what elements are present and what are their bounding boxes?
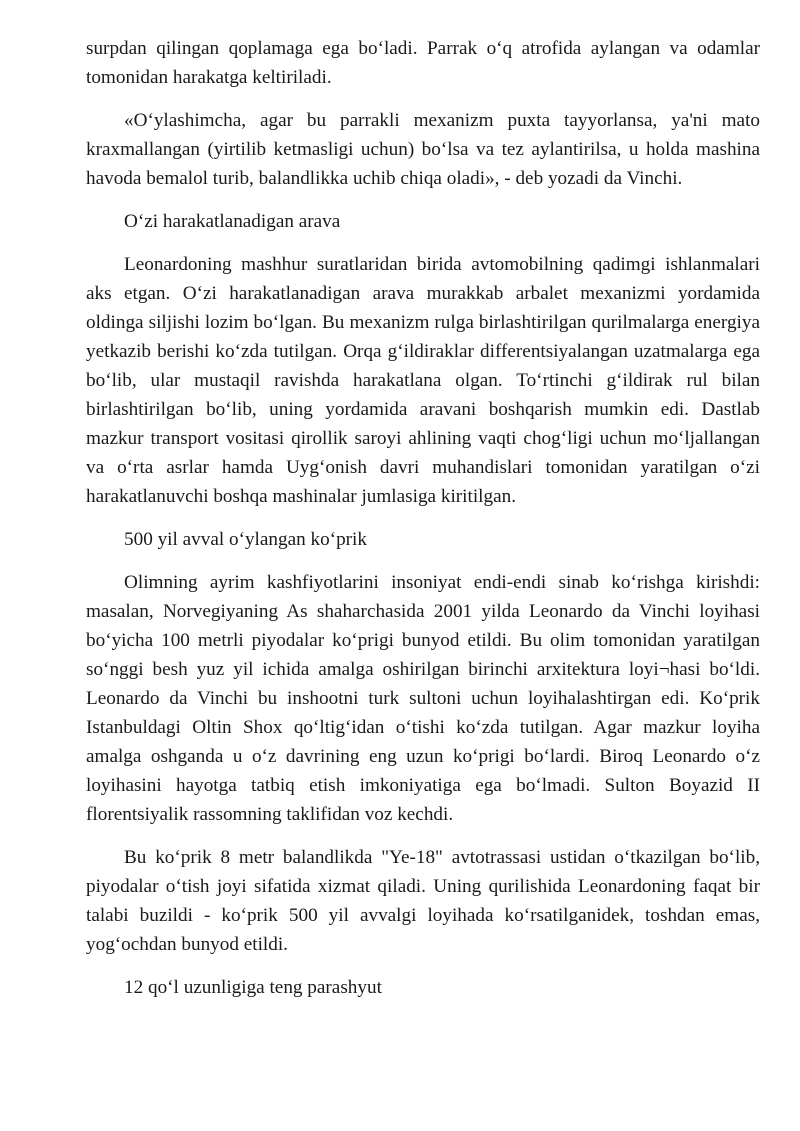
paragraph-bridge-construction: Bu ko‘prik 8 metr balandlikda "Ye-18" avtotrassasi ustidan o‘tkazilgan bo‘lib, piyodalar o‘tish joyi sifatida xizmat qiladi. Uning qurilishida Leonardoning faqat bir talabi buzildi - ko‘prik 500 yil avvalgi loyihada ko‘rsatilganidek, toshdan emas, yog‘ochdan bunyod etildi. [86, 847, 760, 955]
paragraph-bridge-history: Olimning ayrim kashfiyotlarini insoniyat endi-endi sinab ko‘rishga kirishdi: masalan, Norvegiyaning As shaharchasida 2001 yilda Leonardo da Vinchi loyihasi bo‘yicha 100 metrli piyodalar ko‘prigi bunyod etildi. Bu olim tomonidan yaratilgan so‘nggi besh yuz yil ichida amalga oshirilgan birinchi arxitektura loyi¬hasi bo‘ldi. Leonardo da Vinchi bu inshootni turk sultoni uchun loyihalashtirgan edi. Ko‘prik Istanbuldagi Oltin Shox qo‘ltig‘idan o‘tishi ko‘zda tutilgan. Agar mazkur loyiha amalga oshganda u o‘z davrining eng uzun ko‘prigi bo‘lardi. Biroq Leonardo o‘z loyihasini hayotga tatbiq etish imkoniyatiga ega bo‘lmadi. Sulton Boyazid II florentsiyalik rassomning taklifidan voz kechdi. [86, 572, 760, 825]
section-heading-parachute: 12 qo‘l uzunligiga teng parashyut [124, 977, 382, 998]
paragraph-parrak-continuation: surpdan qilingan qoplamaga ega bo‘ladi. Parrak o‘q atrofida aylangan va odamlar tomonidan harakatga keltiriladi. [86, 38, 760, 88]
paragraph-self-propelled-cart: Leonardoning mashhur suratlaridan birida avtomobilning qadimgi ishlanmalari aks etgan. O‘zi harakatlanadigan arava murakkab arbalet mexanizmi yordamida oldinga siljishi lozim bo‘lgan. Bu mexanizm rulga birlashtirilgan qurilmalarga energiya yetkazib berishi ko‘zda tutilgan. Orqa g‘ildiraklar differentsiyalangan uzatmalarga ega bo‘lib, ular mustaqil ravishda harakatlana olgan. To‘rtinchi g‘ildirak rul bilan birlashtirilgan bo‘lib, uning yordamida aravani boshqarish mumkin edi. Dastlab mazkur transport vositasi qirollik saroyi ahlining vaqti chog‘ligi uchun mo‘ljallangan va o‘rta asrlar hamda Uyg‘onish davri muhandislari tomonidan yaratilgan o‘zi harakatlanuvchi boshqa mashinalar jumlasiga kiritilgan. [86, 254, 760, 507]
section-heading-self-propelled-cart: O‘zi harakatlanadigan arava [124, 211, 341, 232]
paragraph-da-vinchi-quote: «O‘ylashimcha, agar bu parrakli mexanizm puxta tayyorlansa, ya'ni mato kraxmallangan (yirtilib ketmasligi uchun) bo‘lsa va tez aylantirilsa, u holda mashina havoda bemalol turib, balandlikka uchib chiqa oladi», - deb yozadi da Vinchi. [86, 110, 760, 189]
section-heading-bridge: 500 yil avval o‘ylangan ko‘prik [124, 529, 367, 550]
